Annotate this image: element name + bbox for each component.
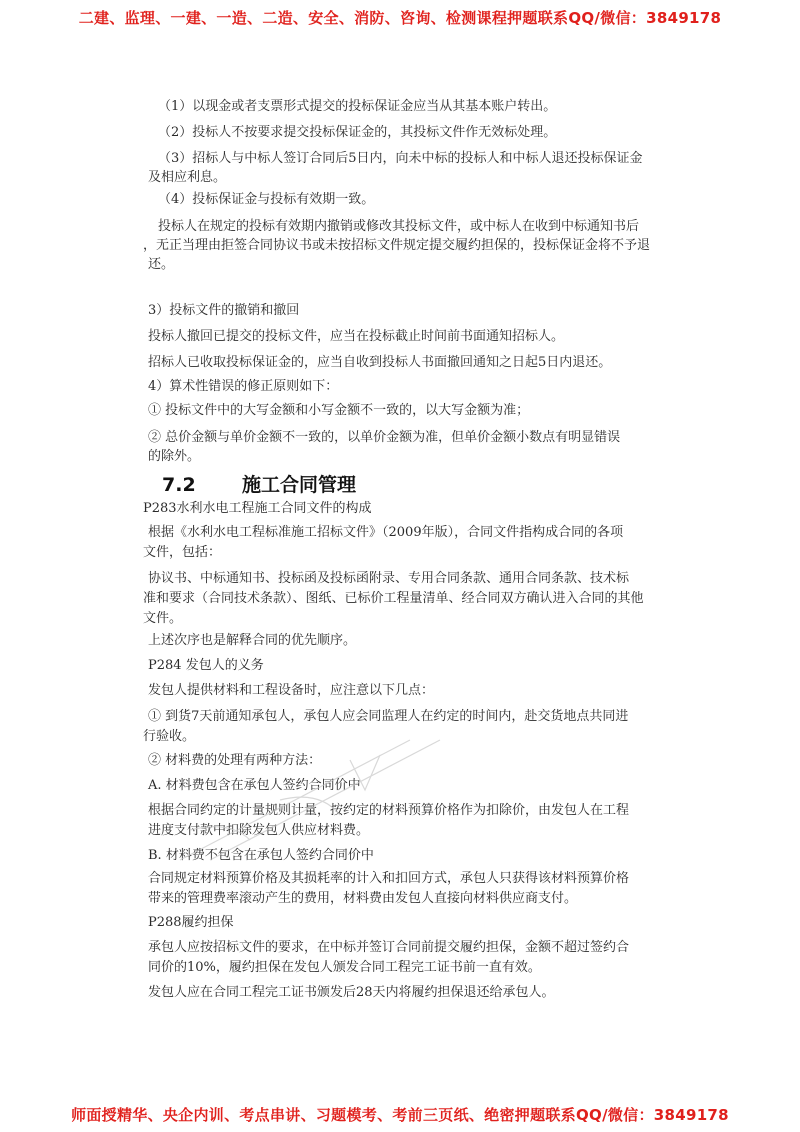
text-line: 4）算术性错误的修正原则如下：: [148, 379, 339, 394]
text-line: A. 材料费包含在承包人签约合同价中: [148, 778, 361, 793]
text-line: 的除外。: [148, 449, 201, 464]
top-banner: 二建、监理、一建、一造、二造、安全、消防、咨询、检测课程押题联系QQ/微信：3849178: [78, 9, 722, 27]
text-line: 投标人在规定的投标有效期内撤销或修改其投标文件，或中标人在收到中标通知书后: [158, 219, 640, 234]
text-line: 承包人应按招标文件的要求，在中标并签订合同前提交履约担保，金额不超过签约合: [148, 940, 630, 955]
text-line: ，无正当理由拒签合同协议书或未按招标文件规定提交履约担保的，投标保证金将不予退: [143, 238, 651, 253]
text-line: 招标人已收取投标保证金的，应当自收到投标人书面撤回通知之日起5日内退还。: [148, 355, 612, 370]
text-line: 3）投标文件的撤销和撤回: [148, 303, 300, 318]
text-line: （4）投标保证金与投标有效期一致。: [158, 192, 375, 207]
text-line: 根据合同约定的计量规则计量，按约定的材料预算价格作为扣除价，由发包人在工程: [148, 803, 630, 818]
text-line: 发包人提供材料和工程设备时，应注意以下几点：: [148, 683, 435, 698]
text-line: 上述次序也是解释合同的优先顺序。: [148, 633, 357, 648]
text-line: ② 总价金额与单价金额不一致的，以单价金额为准，但单价金额小数点有明显错误: [148, 430, 621, 445]
text-line: 协议书、中标通知书、投标函及投标函附录、专用合同条款、通用合同条款、技术标: [148, 571, 630, 586]
text-line: P283水利水电工程施工合同文件的构成: [143, 501, 372, 516]
text-line: （1）以现金或者支票形式提交的投标保证金应当从其基本账户转出。: [158, 99, 557, 114]
text-line: 根据《水利水电工程标准施工招标文件》（2009年版），合同文件指构成合同的各项: [148, 525, 624, 540]
text-line: 及相应利息。: [148, 170, 227, 185]
text-line: P284 发包人的义务: [148, 658, 264, 673]
text-line: P288履约担保: [148, 915, 234, 930]
text-line: ② 材料费的处理有两种方法：: [148, 753, 322, 768]
section-number: 7.2: [162, 474, 196, 496]
text-line: 还。: [148, 257, 175, 272]
text-line: 文件，包括：: [143, 545, 222, 560]
text-line: 合同规定材料预算价格及其损耗率的计入和扣回方式，承包人只获得该材料预算价格: [148, 871, 630, 886]
text-line: 进度支付款中扣除发包人供应材料费。: [148, 823, 370, 838]
text-line: 文件。: [143, 611, 183, 626]
text-line: 行验收。: [143, 729, 196, 744]
text-line: 发包人应在合同工程完工证书颁发后28天内将履约担保退还给承包人。: [148, 985, 555, 1000]
section-title: 施工合同管理: [242, 474, 357, 496]
text-line: 准和要求（合同技术条款）、图纸、已标价工程量清单、经合同双方确认进入合同的其他: [143, 591, 644, 606]
text-line: 投标人撤回已提交的投标文件，应当在投标截止时间前书面通知招标人。: [148, 329, 565, 344]
text-line: ① 到货7天前通知承包人，承包人应会同监理人在约定的时间内，赴交货地点共同进: [148, 709, 629, 724]
text-line: B. 材料费不包含在承包人签约合同价中: [148, 848, 374, 863]
text-line: 同价的10%，履约担保在发包人颁发合同工程完工证书前一直有效。: [148, 960, 541, 975]
section-heading: [162, 470, 356, 497]
text-line: （2）投标人不按要求提交投标保证金的，其投标文件作无效标处理。: [158, 125, 557, 140]
text-line: ① 投标文件中的大写金额和小写金额不一致的，以大写金额为准；: [148, 403, 530, 418]
text-line: （3）招标人与中标人签订合同后5日内，向未中标的投标人和中标人退还投标保证金: [158, 151, 643, 166]
text-line: 带来的管理费率滚动产生的费用，材料费由发包人直接向材料供应商支付。: [148, 891, 578, 906]
bottom-banner: 师面授精华、央企内训、考点串讲、习题模考、考前三页纸、绝密押题联系QQ/微信：3849178: [71, 1106, 729, 1124]
